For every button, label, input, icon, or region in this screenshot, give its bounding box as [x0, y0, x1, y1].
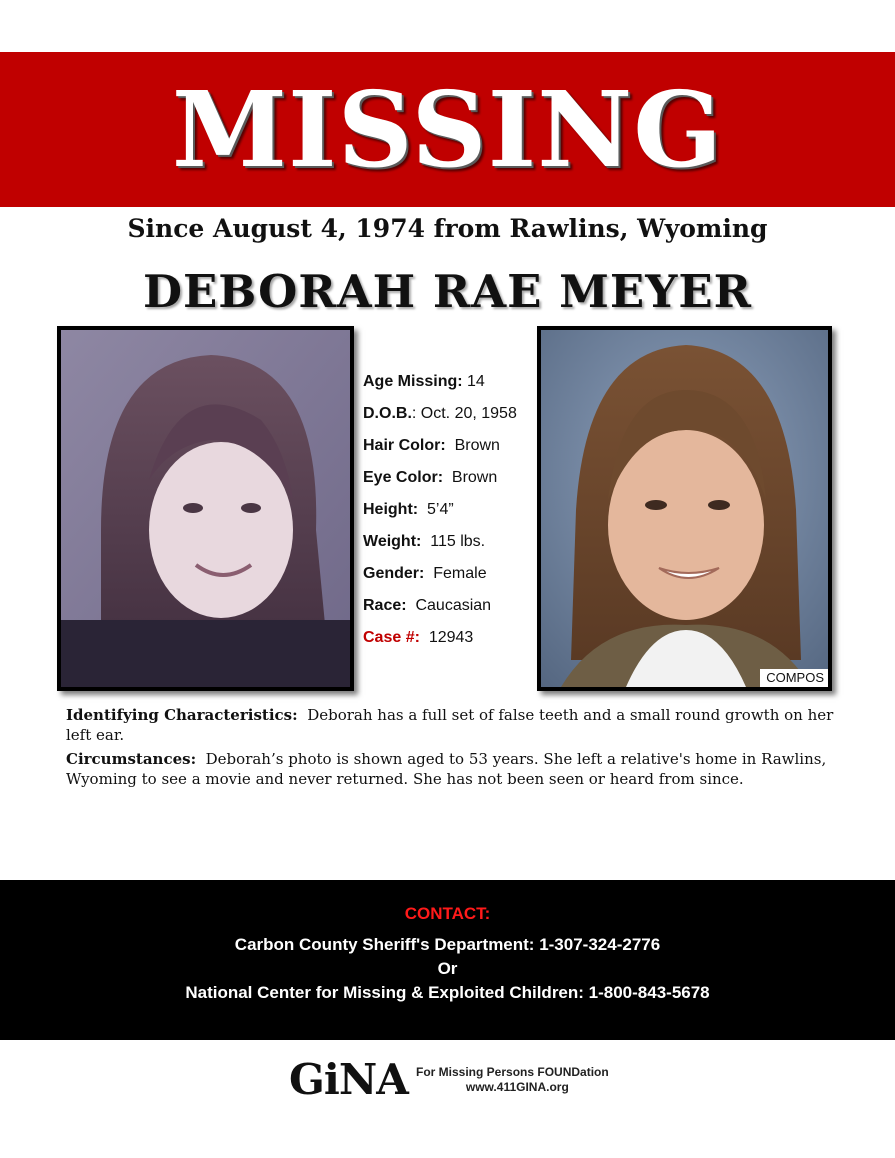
circumstances-text: Deborah’s photo is shown aged to 53 years. She left a relative's home in Rawlins, Wyoming to see a movie and never returned. She has not been seen or heard from since.: [66, 750, 827, 788]
fact-key: Eye Color:: [363, 469, 444, 486]
gina-logo: GiNA: [289, 1055, 408, 1104]
age-progression-label: COMPOS: [760, 669, 828, 687]
fact-age-missing: [363, 366, 537, 398]
identifying-characteristics: [66, 705, 836, 745]
fact-weight: [363, 526, 537, 558]
fact-key: Hair Color:: [363, 437, 446, 454]
fact-value: 14: [467, 373, 485, 390]
age-progressed-photo: [537, 326, 832, 691]
age-progressed-photo-image: [541, 330, 828, 687]
fact-height: [363, 494, 537, 526]
fact-value: Brown: [451, 469, 498, 486]
footer-url: www.411GINA.org: [465, 1080, 569, 1094]
identifying-text: Deborah has a full set of false teeth and a small round growth on her left ear.: [66, 706, 834, 744]
footer-text: [416, 1065, 609, 1095]
fact-key: Race:: [363, 597, 407, 614]
contact-ncmec: National Center for Missing & Exploited Children: 1-800-843-5678: [185, 983, 710, 1002]
fact-value: : Oct. 20, 1958: [411, 405, 517, 422]
contact-heading: CONTACT:: [404, 904, 491, 923]
contact-sheriff: Carbon County Sheriff's Department: 1-307-324-2776: [234, 935, 661, 954]
missing-title: MISSING: [171, 68, 724, 191]
circumstances: [66, 749, 836, 789]
facts-list: [363, 366, 537, 654]
fact-key: Weight:: [363, 533, 422, 550]
fact-case-number: [363, 622, 537, 654]
fact-dob: [363, 398, 537, 430]
identifying-label: Identifying Characteristics:: [66, 706, 298, 724]
missing-since: Since August 4, 1974 from Rawlins, Wyoming: [127, 214, 768, 243]
fact-key: Height:: [363, 501, 419, 518]
fact-value: Caucasian: [415, 597, 492, 614]
fact-value: 5’4”: [427, 501, 454, 518]
contact-or: Or: [437, 959, 458, 978]
fact-value: Brown: [454, 437, 500, 454]
original-photo-image: [61, 330, 350, 687]
circumstances-label: Circumstances:: [66, 750, 197, 768]
fact-key: D.O.B.: [363, 405, 412, 422]
original-photo: [57, 326, 354, 691]
fact-race: [363, 590, 537, 622]
fact-value: 115 lbs.: [430, 533, 486, 550]
fact-hair-color: [363, 430, 537, 462]
fact-value: 12943: [428, 629, 474, 646]
fact-eye-color: [363, 462, 537, 494]
description: [66, 705, 836, 793]
contact-section: [0, 880, 895, 1040]
fact-value: Female: [433, 565, 487, 582]
person-name: DEBORAH RAE MEYER: [142, 265, 753, 318]
fact-key: Gender:: [363, 565, 425, 582]
footer-tagline: For Missing Persons FOUNDation: [416, 1065, 609, 1079]
fact-gender: [363, 558, 537, 590]
fact-key: Case #:: [363, 629, 420, 646]
fact-key: Age Missing:: [363, 373, 463, 390]
